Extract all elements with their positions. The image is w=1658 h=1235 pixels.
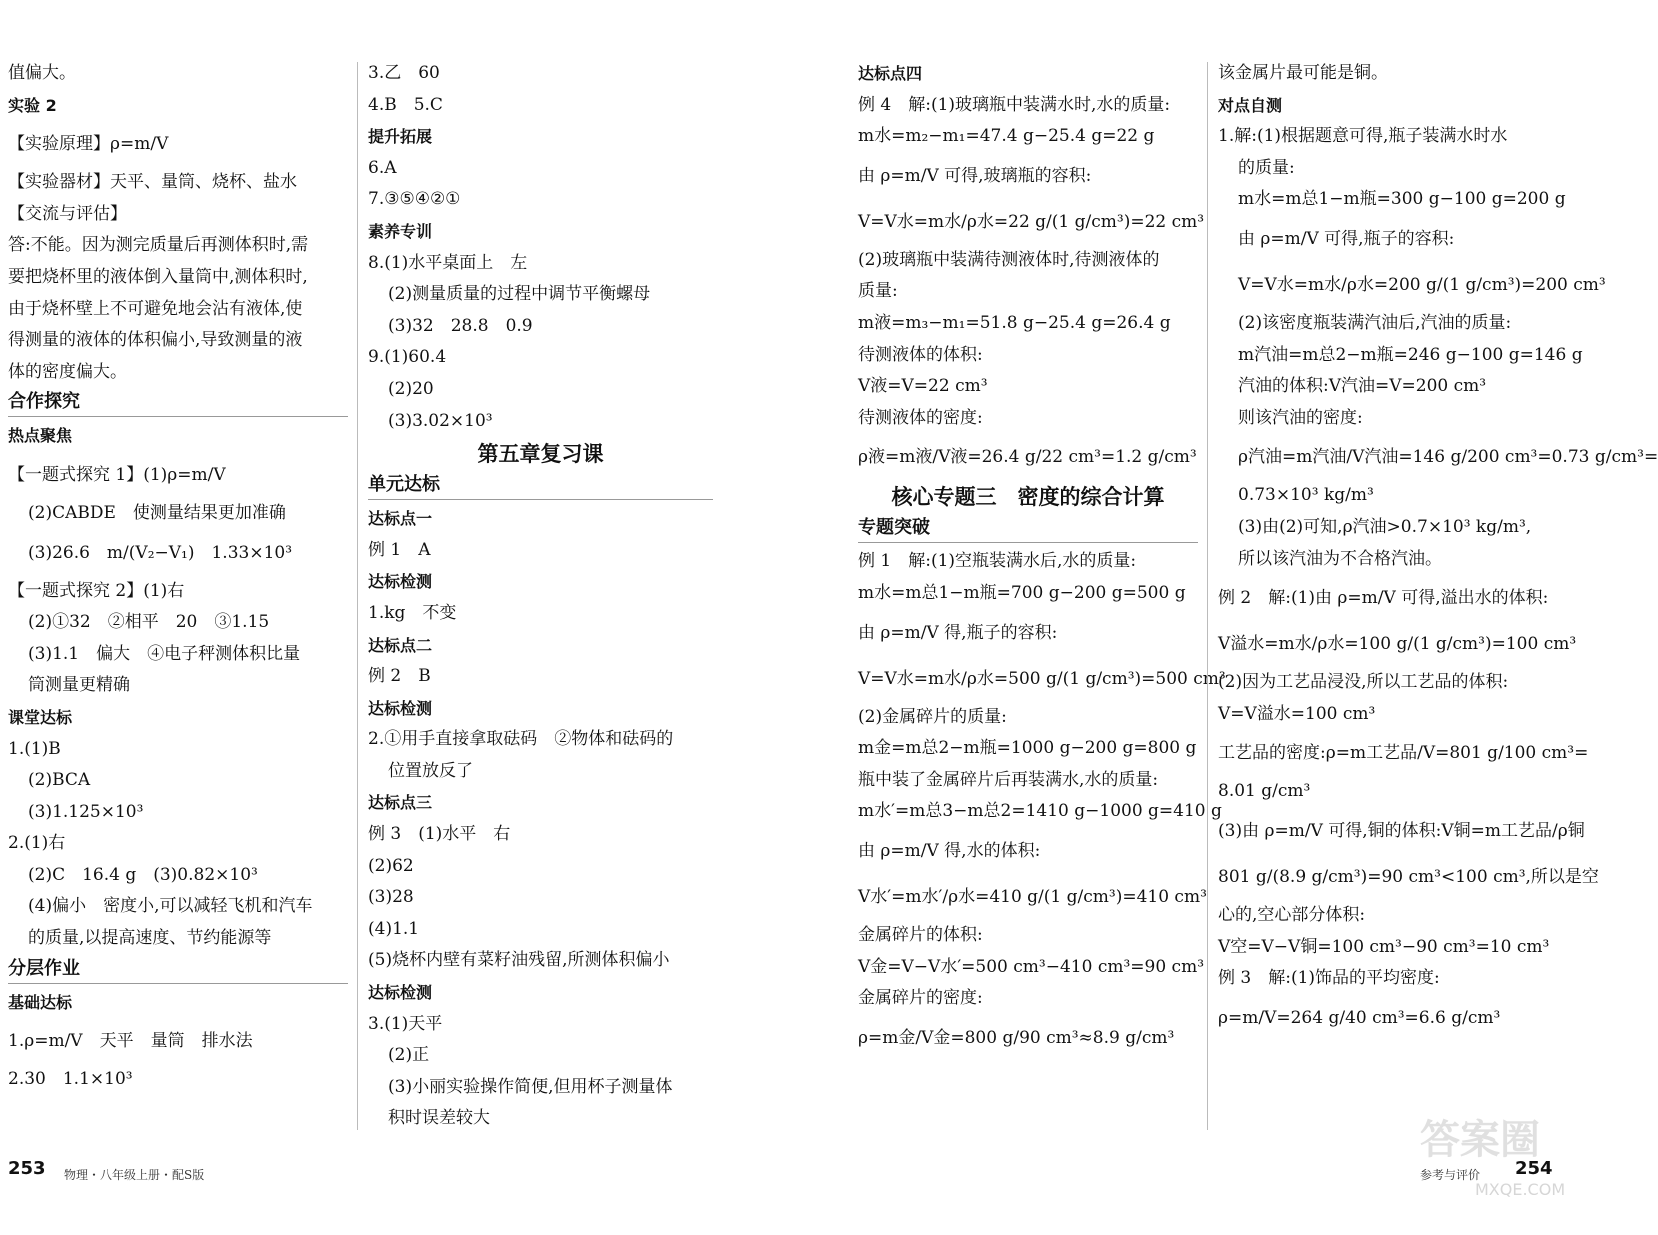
text-line: 由于烧杯壁上不可避免地会沾有液体,使 [8, 298, 303, 319]
text-line: m汽油=m总2−m瓶=246 g−100 g=146 g [1238, 344, 1583, 365]
text-line: (4)偏小 密度小,可以减轻飞机和汽车 [28, 896, 313, 917]
subheading: 达标点四 [858, 64, 923, 83]
text-line: V=V水=m水/ρ水=500 g/(1 g/cm³)=500 cm³ [858, 668, 1226, 689]
text-line: ρ=m金/V金=800 g/90 cm³≈8.9 g/cm³ [858, 1027, 1175, 1048]
text-line: (5)烧杯内壁有菜籽油残留,所测体积偏小 [368, 950, 670, 971]
text-line: 【实验器材】天平、量筒、烧杯、盐水 [8, 172, 297, 193]
footer-caption-right: 参考与评价 [1420, 1168, 1481, 1182]
subheading: 课堂达标 [8, 707, 73, 727]
subheading: 达标检测 [368, 983, 433, 1003]
text-line: 3.乙 60 [368, 63, 440, 83]
text-line: 1.kg 不变 [368, 602, 457, 623]
text-line: 2.30 1.1×10³ [8, 1069, 133, 1090]
text-line: V水′=m水′/ρ水=410 g/(1 g/cm³)=410 cm³ [858, 886, 1207, 907]
text-line: V=V溢水=100 cm³ [1218, 703, 1376, 724]
text-line: (3)3.02×10³ [388, 410, 493, 431]
text-line: 汽油的体积:V汽油=V=200 cm³ [1238, 376, 1487, 397]
text-line: ρ液=m液/V液=26.4 g/22 cm³=1.2 g/cm³ [858, 447, 1197, 468]
text-line: 值偏大。 [8, 63, 76, 83]
text-line: 例 1 A [368, 539, 431, 560]
text-line: (3)28 [368, 887, 414, 908]
text-line: 801 g/(8.9 g/cm³)=90 cm³<100 cm³,所以是空 [1218, 866, 1599, 887]
text-line: m水=m₂−m₁=47.4 g−25.4 g=22 g [858, 126, 1155, 147]
text-line: V液=V=22 cm³ [858, 376, 988, 397]
text-line: 1.解:(1)根据题意可得,瓶子装满水时水 [1218, 126, 1508, 147]
text-line: 【交流与评估】 [8, 203, 127, 224]
text-line: 2.①用手直接拿取砝码 ②物体和砝码的 [368, 729, 674, 750]
text-line: 的质量: [1238, 157, 1295, 178]
page-number-left: 253 [8, 1158, 46, 1179]
text-line: 该金属片最可能是铜。 [1218, 63, 1388, 83]
subheading: 提升拓展 [368, 127, 433, 147]
text-line: 【一题式探究 2】(1)右 [8, 580, 185, 601]
text-line: 例 3 解:(1)饰品的平均密度: [1218, 968, 1440, 989]
text-line: (2)因为工艺品浸没,所以工艺品的体积: [1218, 672, 1509, 693]
text-line: (3)由 ρ=m/V 可得,铜的体积:V铜=m工艺品/ρ铜 [1218, 820, 1585, 841]
section-heading: 单元达标 [368, 471, 713, 500]
column-divider [1207, 62, 1208, 1130]
subheading: 实验 2 [8, 95, 57, 115]
text-line: 待测液体的密度: [858, 407, 983, 428]
subheading: 达标点三 [368, 793, 433, 813]
text-line: 1.(1)B [8, 738, 61, 759]
text-line: 例 2 B [368, 666, 431, 687]
watermark-logo: 答案圈 [1420, 1116, 1540, 1163]
subheading: 素养专训 [368, 221, 433, 241]
column-1 [8, 58, 348, 1096]
text-line: (3)由(2)可知,ρ汽油>0.7×10³ kg/m³, [1238, 516, 1532, 537]
page-number-right: 254 [1515, 1158, 1553, 1179]
text-line: ρ汽油=m汽油/V汽油=146 g/200 cm³=0.73 g/cm³= [1238, 447, 1658, 468]
text-line: (2)该密度瓶装满汽油后,汽油的质量: [1238, 312, 1512, 333]
text-line: (3)小丽实验操作简便,但用杯子测量体 [388, 1076, 673, 1097]
text-line: 0.73×10³ kg/m³ [1238, 485, 1374, 506]
text-line: m液=m₃−m₁=51.8 g−25.4 g=26.4 g [858, 312, 1171, 333]
text-line: 例 3 (1)水平 右 [368, 824, 511, 845]
chapter-title: 核心专题三 密度的综合计算 [891, 485, 1165, 510]
subheading: 基础达标 [8, 992, 73, 1012]
subheading: 达标点一 [368, 509, 433, 529]
chapter-title: 第五章复习课 [477, 442, 604, 467]
text-line: (3)1.125×10³ [28, 801, 144, 822]
text-line: V=V水=m水/ρ水=22 g/(1 g/cm³)=22 cm³ [858, 211, 1205, 232]
section-heading: 合作探究 [8, 388, 348, 417]
text-line: 6.A [368, 157, 397, 178]
subheading: 达标检测 [368, 572, 433, 592]
text-line: (2)①32 ②相平 20 ③1.15 [28, 612, 270, 633]
text-line: 由 ρ=m/V 可得,玻璃瓶的容积: [858, 165, 1092, 186]
text-line: 瓶中装了金属碎片后再装满水,水的质量: [858, 769, 1159, 790]
text-line: ρ=m/V=264 g/40 cm³=6.6 g/cm³ [1218, 1007, 1501, 1028]
text-line: 9.(1)60.4 [368, 347, 447, 368]
text-line: (2)测量质量的过程中调节平衡螺母 [388, 284, 651, 305]
text-line: 积时误差较大 [388, 1108, 490, 1129]
text-line: 4.B 5.C [368, 94, 443, 115]
text-line: 答:不能。因为测完质量后再测体积时,需 [8, 235, 309, 256]
text-line: 8.01 g/cm³ [1218, 781, 1311, 802]
text-line: V金=V−V水′=500 cm³−410 cm³=90 cm³ [858, 956, 1205, 977]
text-line: 所以该汽油为不合格汽油。 [1238, 548, 1442, 569]
text-line: 心的,空心部分体积: [1218, 904, 1366, 925]
text-line: (4)1.1 [368, 918, 420, 939]
text-line: m水=m总1−m瓶=300 g−100 g=200 g [1238, 189, 1566, 210]
column-divider [357, 62, 358, 1130]
text-line: (2)CABDE 使测量结果更加准确 [28, 502, 286, 523]
text-line: (2)玻璃瓶中装满待测液体时,待测液体的 [858, 249, 1160, 270]
column-2 [368, 58, 713, 1135]
text-line: 8.(1)水平桌面上 左 [368, 252, 528, 273]
text-line: 则该汽油的密度: [1238, 407, 1363, 428]
text-line: 由 ρ=m/V 得,瓶子的容积: [858, 622, 1058, 643]
text-line: 质量: [858, 281, 898, 302]
text-line: (2)金属碎片的质量: [858, 706, 1007, 727]
text-line: 金属碎片的体积: [858, 924, 983, 945]
text-line: 2.(1)右 [8, 833, 66, 854]
column-4 [1218, 58, 1658, 1041]
text-line: 由 ρ=m/V 可得,瓶子的容积: [1238, 228, 1455, 249]
text-line: m水=m总1−m瓶=700 g−200 g=500 g [858, 582, 1186, 603]
text-line: 【实验原理】ρ=m/V [8, 134, 169, 155]
subheading: 对点自测 [1218, 95, 1283, 115]
subheading: 达标检测 [368, 698, 433, 718]
watermark-url: MXQE.COM [1475, 1180, 1566, 1199]
text-line: (3)26.6 m/(V₂−V₁) 1.33×10³ [28, 542, 293, 563]
text-line: 金属碎片的密度: [858, 988, 983, 1009]
text-line: m金=m总2−m瓶=1000 g−200 g=800 g [858, 738, 1197, 759]
text-line: 体的密度偏大。 [8, 361, 127, 382]
text-line: 1.ρ=m/V 天平 量筒 排水法 [8, 1031, 253, 1052]
subheading: 热点聚焦 [8, 426, 73, 446]
text-line: (2)BCA [28, 770, 91, 791]
text-line: 由 ρ=m/V 得,水的体积: [858, 840, 1041, 861]
text-line: 工艺品的密度:ρ=m工艺品/V=801 g/100 cm³= [1218, 743, 1589, 764]
section-heading: 分层作业 [8, 955, 348, 984]
text-line: (2)20 [388, 378, 434, 399]
text-line: V=V水=m水/ρ水=200 g/(1 g/cm³)=200 cm³ [1238, 274, 1606, 295]
text-line: 【一题式探究 1】(1)ρ=m/V [8, 464, 226, 485]
text-line: 例 2 解:(1)由 ρ=m/V 可得,溢出水的体积: [1218, 588, 1549, 609]
text-line: 3.(1)天平 [368, 1013, 443, 1034]
text-line: (2)正 [388, 1045, 430, 1066]
text-line: 得测量的液体的体积偏小,导致测量的液 [8, 330, 303, 351]
text-line: m水′=m总3−m总2=1410 g−1000 g=410 g [858, 801, 1222, 822]
text-line: 例 4 解:(1)玻璃瓶中装满水时,水的质量: [858, 94, 1171, 115]
section-heading: 专题突破 [858, 514, 1198, 543]
text-line: 7.③⑤④②① [368, 189, 461, 210]
text-line: V溢水=m水/ρ水=100 g/(1 g/cm³)=100 cm³ [1218, 634, 1577, 655]
text-line: V空=V−V铜=100 cm³−90 cm³=10 cm³ [1218, 936, 1550, 957]
text-line: 待测液体的体积: [858, 344, 983, 365]
subheading: 达标点二 [368, 635, 433, 655]
footer-caption-left: 物理・八年级上册・配S版 [64, 1168, 205, 1182]
text-line: (3)1.1 偏大 ④电子秤测体积比量 [28, 643, 301, 664]
text-line: (2)C 16.4 g (3)0.82×10³ [28, 864, 258, 885]
text-line: (2)62 [368, 855, 414, 876]
text-line: 的质量,以提高速度、节约能源等 [28, 928, 272, 949]
text-line: 筒测量更精确 [28, 675, 130, 696]
text-line: 位置放反了 [388, 760, 473, 781]
text-line: (3)32 28.8 0.9 [388, 315, 533, 336]
text-line: 要把烧杯里的液体倒入量筒中,测体积时, [8, 266, 308, 287]
column-3 [858, 58, 1226, 1061]
text-line: 例 1 解:(1)空瓶装满水后,水的质量: [858, 551, 1137, 572]
